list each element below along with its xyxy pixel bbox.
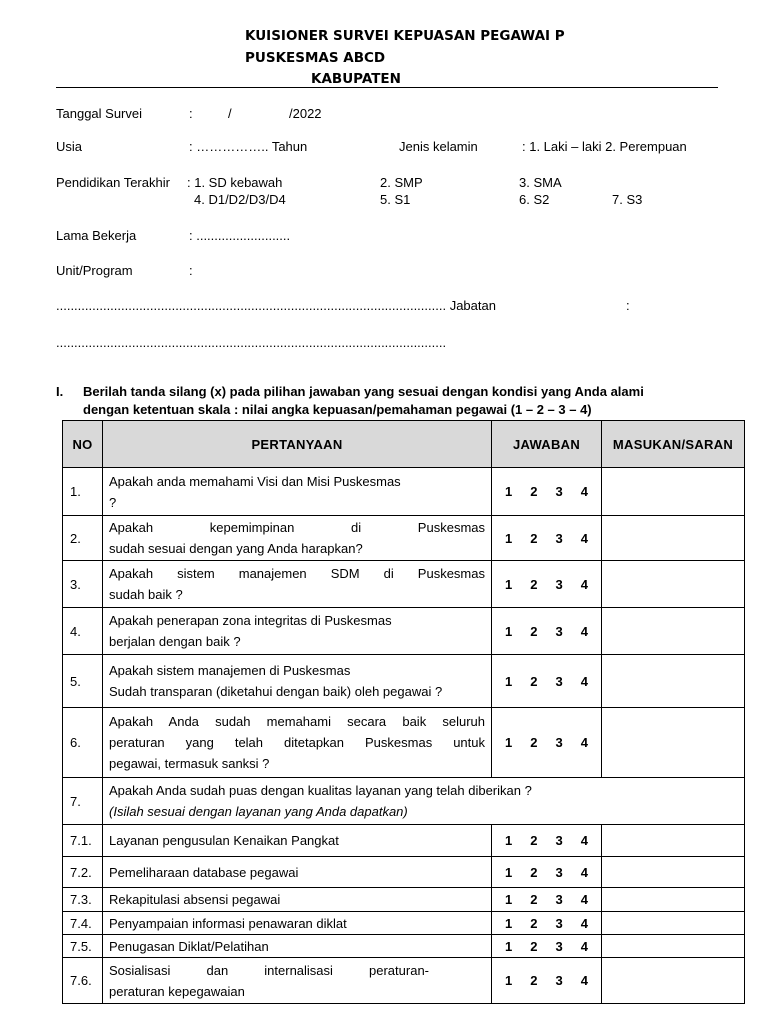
row-number: 4. (63, 608, 103, 655)
answer-scale[interactable]: 1 2 3 4 (492, 516, 602, 561)
suggestion-cell[interactable] (602, 608, 745, 655)
questionnaire-table (62, 420, 745, 1004)
tanggal-year[interactable]: /2022 (289, 106, 322, 121)
row-number: 7.4. (63, 912, 103, 935)
table-row (63, 825, 745, 857)
question-cell: Penugasan Diklat/Pelatihan (103, 935, 492, 958)
row-number: 7.1. (63, 825, 103, 857)
answer-scale[interactable]: 1 2 3 4 (492, 958, 602, 1004)
jabatan-colon: : (626, 298, 630, 313)
pendidikan-option-6[interactable]: 6. S2 (519, 192, 550, 207)
answer-scale[interactable]: 1 2 3 4 (492, 825, 602, 857)
question-cell: Apakah kepemimpinan di Puskesmas sudah sesuai dengan yang Anda harapkan? (103, 516, 492, 561)
header-masukan: MASUKAN/SARAN (602, 421, 745, 468)
table-row (63, 958, 745, 1004)
answer-scale[interactable]: 1 2 3 4 (492, 608, 602, 655)
answer-scale[interactable]: 1 2 3 4 (492, 708, 602, 778)
usia-label: Usia (56, 139, 83, 154)
header-divider (56, 87, 718, 88)
suggestion-cell[interactable] (602, 825, 745, 857)
lama-bekerja-field[interactable]: : .......................... (189, 228, 291, 243)
doc-title-line2: PUSKESMAS ABCD (245, 50, 386, 66)
question-cell: Penyampaian informasi penawaran diklat (103, 912, 492, 935)
suggestion-cell[interactable] (602, 561, 745, 608)
jabatan-dotline[interactable]: ............................................................................................................ (56, 335, 447, 350)
question-cell: Apakah sistem manajemen di Puskesmas Sudah transparan (diketahui dengan baik) oleh pegawai ? (103, 655, 492, 708)
section-number: I. (56, 384, 64, 399)
suggestion-cell[interactable] (602, 655, 745, 708)
row-number: 7.6. (63, 958, 103, 1004)
doc-title-line1: KUISIONER SURVEI KEPUASAN PEGAWAI P (245, 28, 565, 44)
pendidikan-option-2[interactable]: 2. SMP (380, 175, 423, 190)
table-row (63, 708, 745, 778)
header-jawaban: JAWABAN (492, 421, 602, 468)
answer-scale[interactable]: 1 2 3 4 (492, 935, 602, 958)
suggestion-cell[interactable] (602, 912, 745, 935)
usia-field[interactable]: : …………….. Tahun (189, 139, 308, 154)
answer-scale[interactable]: 1 2 3 4 (492, 888, 602, 912)
question-cell: Apakah anda memahami Visi dan Misi Puskesmas ? (103, 468, 492, 516)
answer-scale[interactable]: 1 2 3 4 (492, 655, 602, 708)
question-cell: Layanan pengusulan Kenaikan Pangkat (103, 825, 492, 857)
table-row (63, 912, 745, 935)
pendidikan-option-4[interactable]: 4. D1/D2/D3/D4 (194, 192, 286, 207)
table-row (63, 561, 745, 608)
table-row (63, 857, 745, 888)
jenis-kelamin-options[interactable]: : 1. Laki – laki 2. Perempuan (522, 139, 687, 154)
table-row (63, 935, 745, 958)
pendidikan-option-1[interactable]: : 1. SD kebawah (187, 175, 283, 190)
table-row (63, 888, 745, 912)
suggestion-cell[interactable] (602, 708, 745, 778)
section-instruction-line1: Berilah tanda silang (x) pada pilihan jawaban yang sesuai dengan kondisi yang Anda alami (83, 384, 644, 399)
header-pertanyaan: PERTANYAAN (103, 421, 492, 468)
row-number: 6. (63, 708, 103, 778)
row-number: 5. (63, 655, 103, 708)
pendidikan-label: Pendidikan Terakhir (56, 175, 170, 190)
table-row (63, 516, 745, 561)
question-cell-merged: Apakah Anda sudah puas dengan kualitas layanan yang telah diberikan ? (Isilah sesuai dengan layanan yang Anda dapatkan) (103, 778, 745, 825)
row-number: 7. (63, 778, 103, 825)
answer-scale[interactable]: 1 2 3 4 (492, 857, 602, 888)
pendidikan-option-3[interactable]: 3. SMA (519, 175, 562, 190)
unit-program-label: Unit/Program (56, 263, 133, 278)
question-cell: Apakah sistem manajemen SDM di Puskesmas sudah baik ? (103, 561, 492, 608)
section-instruction-line2: dengan ketentuan skala : nilai angka kepuasan/pemahaman pegawai (1 – 2 – 3 – 4) (83, 402, 592, 417)
pendidikan-option-5[interactable]: 5. S1 (380, 192, 411, 207)
doc-title-line3: KABUPATEN (311, 71, 401, 87)
table-row (63, 655, 745, 708)
header-no: NO (63, 421, 103, 468)
answer-scale[interactable]: 1 2 3 4 (492, 912, 602, 935)
row-number: 7.3. (63, 888, 103, 912)
suggestion-cell[interactable] (602, 857, 745, 888)
jenis-kelamin-label: Jenis kelamin (399, 139, 478, 154)
tanggal-slash[interactable]: / (228, 106, 232, 121)
unit-program-dotline[interactable]: ............................................................................................................ Jabatan (56, 298, 496, 313)
row-number: 2. (63, 516, 103, 561)
row-number: 7.5. (63, 935, 103, 958)
suggestion-cell[interactable] (602, 516, 745, 561)
lama-bekerja-label: Lama Bekerja (56, 228, 137, 243)
question-cell: Sosialisasi dan internalisasi peraturan- peraturan kepegawaian (103, 958, 492, 1004)
tanggal-label: Tanggal Survei (56, 106, 142, 121)
unit-program-colon: : (189, 263, 193, 278)
row-number: 1. (63, 468, 103, 516)
suggestion-cell[interactable] (602, 958, 745, 1004)
table-row (63, 778, 745, 825)
tanggal-colon: : (189, 106, 193, 121)
table-header-row (63, 421, 745, 468)
row-number: 7.2. (63, 857, 103, 888)
question-cell: Pemeliharaan database pegawai (103, 857, 492, 888)
suggestion-cell[interactable] (602, 888, 745, 912)
row-number: 3. (63, 561, 103, 608)
table-row (63, 468, 745, 516)
pendidikan-option-7[interactable]: 7. S3 (612, 192, 643, 207)
question-cell: Apakah penerapan zona integritas di Puskesmas berjalan dengan baik ? (103, 608, 492, 655)
suggestion-cell[interactable] (602, 935, 745, 958)
question-cell: Rekapitulasi absensi pegawai (103, 888, 492, 912)
answer-scale[interactable]: 1 2 3 4 (492, 561, 602, 608)
suggestion-cell[interactable] (602, 468, 745, 516)
table-row (63, 608, 745, 655)
answer-scale[interactable]: 1 2 3 4 (492, 468, 602, 516)
question-cell: Apakah Anda sudah memahami secara baik seluruh peraturan yang telah ditetapkan Puskesmas untuk pegawai, termasuk sanksi ? (103, 708, 492, 778)
